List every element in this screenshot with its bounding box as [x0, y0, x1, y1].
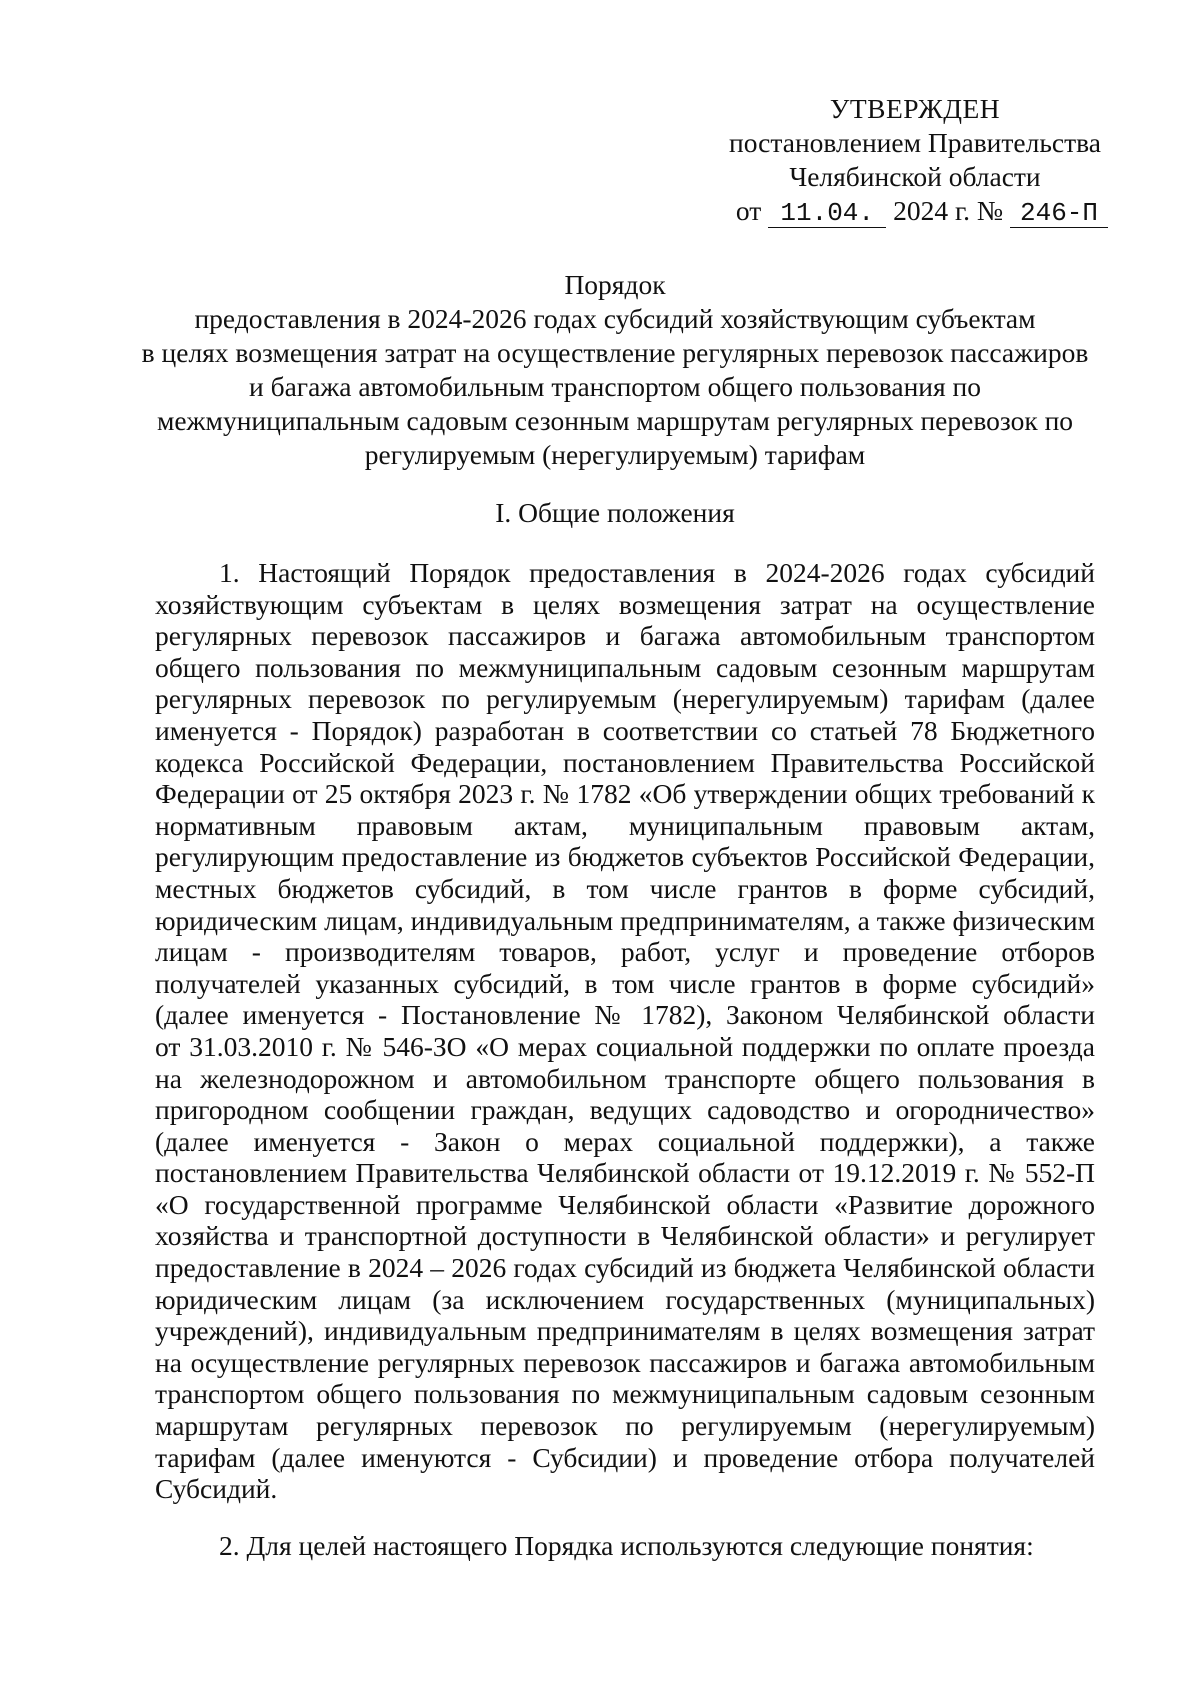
paragraph-2: 2. Для целей настоящего Порядка используются следующие понятия:: [219, 1530, 1034, 1561]
paragraph-line: пригородном сообщении граждан, ведущих садоводство и огородничество»: [155, 1094, 1095, 1126]
paragraph-line: общего пользования по межмуниципальным садовым сезонным маршрутам: [155, 651, 1095, 683]
paragraph-line: постановлением Правительства Челябинской области от 19.12.2019 г. № 552-П: [155, 1157, 1095, 1189]
paragraph-line: (далее именуется - Постановление № 1782), Законом Челябинской области: [155, 999, 1095, 1031]
title-heading: Порядок: [564, 269, 666, 300]
approved-by-line: постановлением Правительства: [729, 127, 1101, 158]
date-field: 11.04.: [768, 199, 886, 228]
paragraph-line: учреждений), индивидуальным предпринимателям в целях возмещения затрат: [155, 1315, 1095, 1347]
decree-number-field: 246-П: [1010, 199, 1108, 228]
paragraph-line: получателей указанных субсидий, в том числе грантов в форме субсидий»: [155, 967, 1095, 999]
title-line: предоставления в 2024-2026 годах субсидий хозяйствующим субъектам: [194, 303, 1036, 334]
paragraph-line: Федерации от 25 октября 2023 г. № 1782 «Об утверждении общих требований к: [155, 778, 1095, 810]
paragraph-line: (далее именуется - Закон о мерах социальной поддержки), а также: [155, 1125, 1095, 1157]
paragraph-line: регулярных перевозок пассажиров и багажа автомобильным транспортом: [155, 620, 1095, 652]
title-line: в целях возмещения затрат на осуществление регулярных перевозок пассажиров: [141, 337, 1089, 368]
paragraph-line: нормативным правовым актам, муниципальным правовым актам,: [155, 809, 1095, 841]
date-prefix: от: [735, 195, 762, 226]
paragraph-line: юридическим лицам (за исключением государственных (муниципальных): [155, 1283, 1095, 1315]
paragraph-line: хозяйства и транспортной доступности в Челябинской области» и регулирует: [155, 1220, 1095, 1252]
section-heading: I. Общие положения: [495, 497, 735, 528]
year-text: 2024 г. №: [893, 195, 1004, 226]
region-line: Челябинской области: [789, 161, 1041, 192]
approved-label: УТВЕРЖДЕН: [829, 93, 1001, 124]
paragraph-line: местных бюджетов субсидий, в том числе грантов в форме субсидий,: [155, 872, 1095, 904]
document-title: [140, 268, 1090, 472]
paragraph-line: маршрутам регулярных перевозок по регулируемым (нерегулируемым): [155, 1410, 1095, 1442]
paragraph-line: именуется - Порядок) разработан в соответствии со статьей 78 Бюджетного: [155, 714, 1095, 746]
title-line: межмуниципальным садовым сезонным маршрутам регулярных перевозок по: [156, 405, 1074, 436]
paragraph-line: транспортом общего пользования по межмуниципальным садовым сезонным: [155, 1378, 1095, 1410]
paragraph-line: хозяйствующим субъектам в целях возмещения затрат на осуществление: [155, 588, 1095, 620]
paragraph-1: [155, 557, 1095, 1505]
paragraph-line: юридическим лицам, индивидуальным предпринимателям, а также физическим: [155, 904, 1095, 936]
approval-stamp: [700, 92, 1130, 228]
paragraph-line: лицам - производителям товаров, работ, услуг и проведение отборов: [155, 936, 1095, 968]
paragraph-line: на осуществление регулярных перевозок пассажиров и багажа автомобильным: [155, 1346, 1095, 1378]
paragraph-line: от 31.03.2010 г. № 546-ЗО «О мерах социальной поддержки по оплате проезда: [155, 1030, 1095, 1062]
title-line: регулируемым (нерегулируемым) тарифам: [364, 439, 866, 470]
paragraph-line: 1. Настоящий Порядок предоставления в 2024-2026 годах субсидий: [219, 557, 1095, 588]
title-line: и багажа автомобильным транспортом общего пользования по: [249, 371, 981, 402]
date-number-line: [700, 194, 1130, 228]
paragraph-line: тарифам (далее именуются - Субсидии) и проведение отбора получателей: [155, 1441, 1095, 1473]
paragraph-line: кодекса Российской Федерации, постановлением Правительства Российской: [155, 746, 1095, 778]
paragraph-line: регулярных перевозок по регулируемым (нерегулируемым) тарифам (далее: [155, 683, 1095, 715]
paragraph-line: на железнодорожном и автомобильном транспорте общего пользования в: [155, 1062, 1095, 1094]
paragraph-line: регулирующим предоставление из бюджетов субъектов Российской Федерации,: [155, 841, 1095, 873]
paragraph-line: «О государственной программе Челябинской области «Развитие дорожного: [155, 1188, 1095, 1220]
paragraph-line: предоставление в 2024 – 2026 годах субсидий из бюджета Челябинской области: [155, 1252, 1095, 1284]
paragraph-line: Субсидий.: [155, 1473, 278, 1505]
